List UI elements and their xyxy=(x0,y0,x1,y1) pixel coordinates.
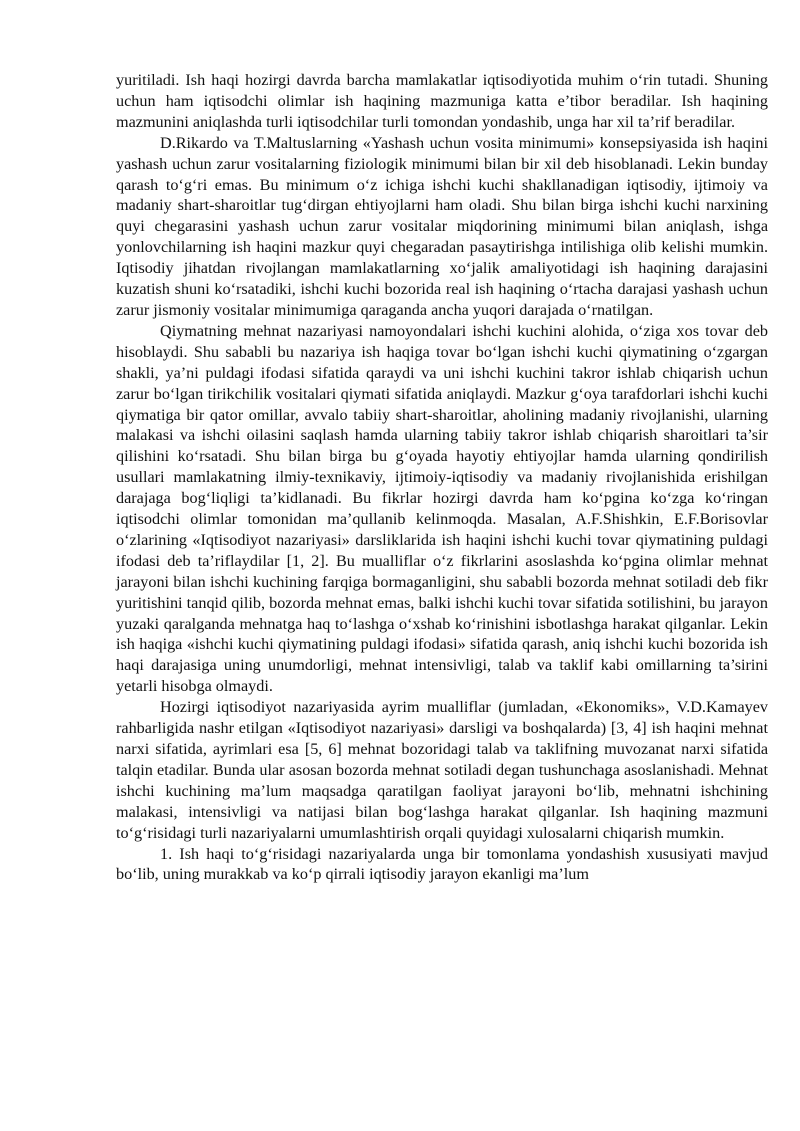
paragraph-labor-theory-of-value: Qiymatning mehnat nazariyasi namoyondalari ishchi kuchini alohida, o‘ziga xos tovar deb hisoblaydi. Shu sababli bu nazariya ish haqiga tovar bo‘lgan ishchi kuchi qiymatining o‘zgargan shakli, ya’ni puldagi ifodasi sifatida qaraydi va uni ishchi kuchini takror ishlab chiqarish uchun zarur bo‘lgan tirikchilik vositalari qiymati sifatida aniqlaydi. Mazkur g‘oya tarafdorlari ishchi kuchi qiymatiga bir qator omillar, avvalo tabiiy shart-sharoitlar, aholining madaniy rivojlanishi, ularning malakasi va ishchi oilasini saqlash hamda ularning tabiiy takror ishlab chiqarish sharoitlari ta’sir qilishini ko‘rsatadi. Shu bilan birga bu g‘oyada hayotiy ehtiyojlar hamda ularning qondirilish usullari mamlakatning ilmiy-texnikaviy, ijtimoiy-iqtisodiy va madaniy rivojlanishida erishilgan darajaga bog‘liqligi ta’kidlanadi. Bu fikrlar hozirgi davrda ham ko‘pgina ko‘zga ko‘ringan iqtisodchi olimlar tomonidan ma’qullanib kelinmoqda. Masalan, A.F.Shishkin, E.F.Borisovlar o‘zlarining «Iqtisodiyot nazariyasi» darsliklarida ish haqini ishchi kuchi tovar qiymatining puldagi ifodasi deb ta’riflaydilar [1, 2]. Bu mualliflar o‘z fikrlarini asoslashda ko‘pgina olimlar mehnat jarayoni bilan ishchi kuchining farqiga bormaganligini, shu sababli bozorda mehnat sotiladi deb fikr yuritishini tanqid qilib, bozorda mehnat emas, balki ishchi kuchi tovar sifatida sotilishini, bu jarayon yuzaki qaralganda mehnatga haq to‘lashga o‘xshab ko‘rinishini isbotlashga harakat qilganlar. Lekin ish haqiga «ishchi kuchi qiymatining puldagi ifodasi» sifatida qarash, aniq ishchi kuchi bozorida ish haqi darajasiga uning unumdorligi, mehnat intensivligi, talab va taklif kabi omillarning ta’sirini yetarli hisobga olmaydi. xyxy=(116,321,768,696)
document-page xyxy=(116,70,768,885)
paragraph-conclusion-1: 1. Ish haqi to‘g‘risidagi nazariyalarda unga bir tomonlama yondashish xususiyati mavjud bo‘lib, uning murakkab va ko‘p qirrali iqtisodiy jarayon ekanligi ma’lum xyxy=(116,844,768,884)
paragraph-modern-theory: Hozirgi iqtisodiyot nazariyasida ayrim mualliflar (jumladan, «Ekonomiks», V.D.Kamayev rahbarligida nashr etilgan «Iqtisodiyot nazariyasi» darsligi va boshqalarda) [3, 4] ish haqini mehnat narxi sifatida, ayrimlari esa [5, 6] mehnat bozoridagi talab va taklifning muvozanat narxi sifatida talqin etadilar. Bunda ular asosan bozorda mehnat sotiladi degan tushunchaga asoslanishadi. Mehnat ishchi kuchining ma’lum maqsadga qaratilgan faoliyat jarayoni bo‘lib, mehnatni ishchining malakasi, intensivligi va natijasi bilan bog‘lashga harakat qilganlar. Ish haqining mazmuni to‘g‘risidagi turli nazariyalarni umumlashtirish orqali quyidagi xulosalarni chiqarish mumkin. xyxy=(116,698,768,842)
paragraph-continuation: yuritiladi. Ish haqi hozirgi davrda barcha mamlakatlar iqtisodiyotida muhim o‘rin tutadi. Shuning uchun ham iqtisodchi olimlar ish haqining mazmuniga katta e’tibor beradilar. Ish haqining mazmunini aniqlashda turli iqtisodchilar turli tomondan yondashib, unga har xil ta’rif beradilar. xyxy=(116,71,768,131)
paragraph-rikardo-maltus: D.Rikardo va T.Maltuslarning «Yashash uchun vosita minimumi» konsepsiyasida ish haqini yashash uchun zarur vositalarning fiziologik minimumi bilan bir xil deb hisoblanadi. Lekin bunday qarash to‘g‘ri emas. Bu minimum o‘z ichiga ishchi kuchi shakllanadigan iqtisodiy, ijtimoiy va madaniy shart-sharoitlar tug‘dirgan ehtiyojlarni ham oladi. Shu bilan birga ishchi kuchi narxining quyi chegarasini yashash uchun zarur vositalar miqdorining minimumi bilan aniqlash, ishga yonlovchilarning ish haqini mazkur quyi chegaradan pasaytirishga intilishiga olib kelishi mumkin. Iqtisodiy jihatdan rivojlangan mamlakatlarning xo‘jalik amaliyotidagi ish haqining darajasini kuzatish shuni ko‘rsatadiki, ishchi kuchi bozorida real ish haqining o‘rtacha darajasi yashash uchun zarur jismoniy vositalar minimumiga qaraganda ancha yuqori darajada o‘rnatilgan. xyxy=(116,133,768,319)
